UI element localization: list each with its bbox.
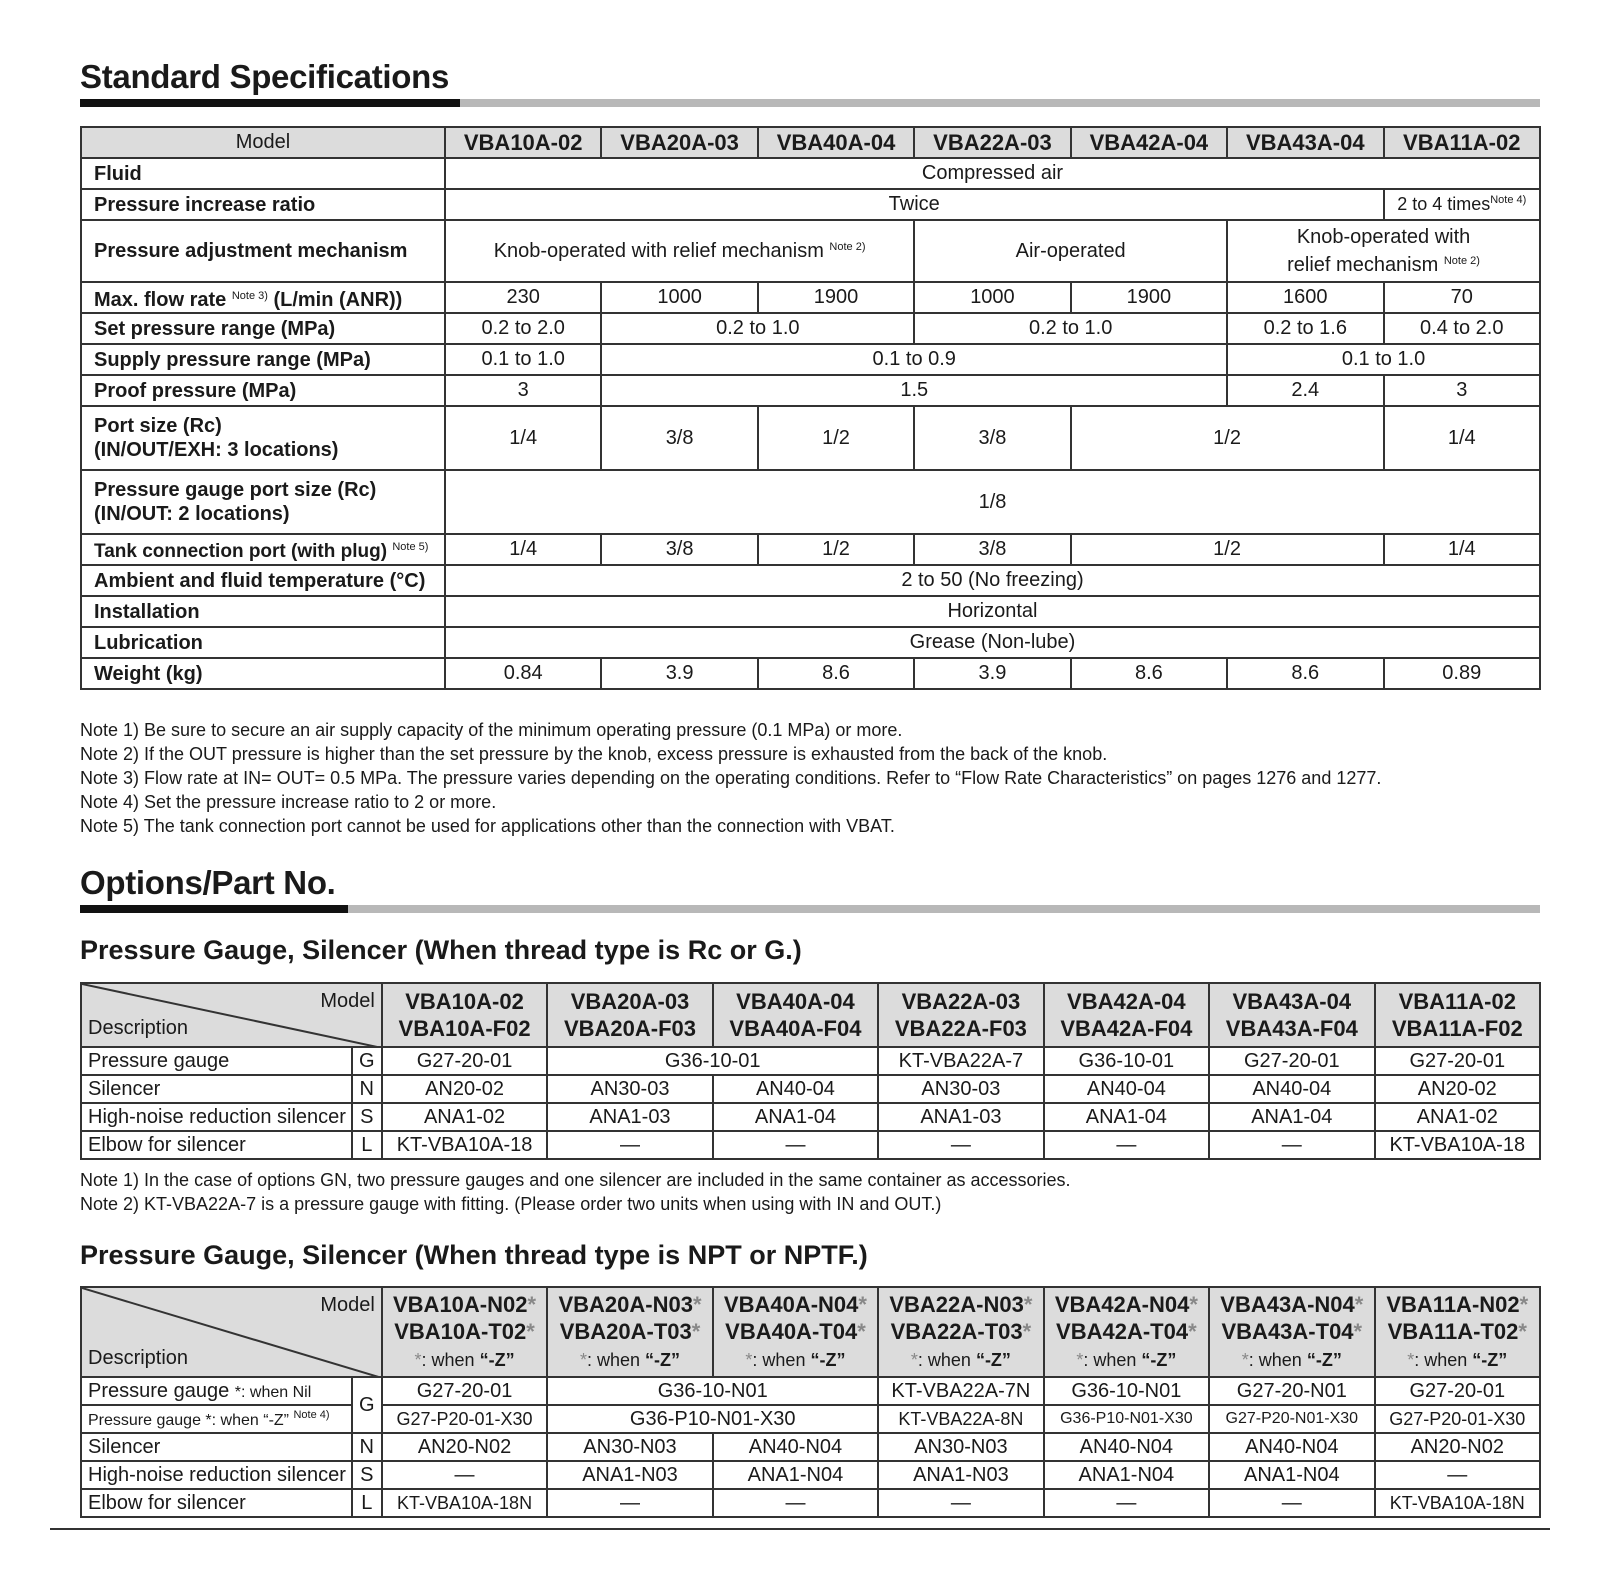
table-cell: AN40-N04 <box>1044 1433 1209 1461</box>
table-cell: 0.1 to 1.0 <box>1227 344 1540 375</box>
row-label: Max. flow rate $^{Note 3)}$ (L/min (ANR)) <box>81 282 445 313</box>
table-cell: 2.4 <box>1227 375 1383 406</box>
table-cell: KT-VBA22A-7N <box>878 1377 1043 1405</box>
table-cell: G27-20-01 <box>382 1377 547 1405</box>
description-label: Description <box>88 1347 189 1369</box>
table-header-row <box>81 1287 1540 1377</box>
row-label: Proof pressure (MPa) <box>81 375 445 406</box>
option-code: N <box>352 1075 382 1103</box>
row-label: High-noise reduction silencer <box>81 1103 352 1131</box>
row-label: Port size (Rc) (IN/OUT/EXH: 3 locations) <box>81 406 445 470</box>
options-rc-table <box>80 982 1541 1160</box>
model-header: VBA20A-03 VBA20A-F03 <box>547 983 712 1047</box>
table-cell: AN20-02 <box>1375 1075 1540 1103</box>
table-cell: 1000 <box>914 282 1070 313</box>
table-cell: 0.2 to 2.0 <box>445 313 601 344</box>
table-row <box>81 1131 1540 1159</box>
table-row <box>81 282 1540 313</box>
table-cell: ANA1-N04 <box>1209 1461 1374 1489</box>
row-label: Pressure gauge *: when “-Z” $^{Note 4)}$ <box>81 1405 352 1433</box>
table-cell: AN20-N02 <box>1375 1433 1540 1461</box>
row-label: Elbow for silencer <box>81 1131 352 1159</box>
header-cell: VBA10A-02 <box>445 127 601 158</box>
table-cell: 1900 <box>1071 282 1227 313</box>
note-line: Note 1) In the case of options GN, two pressure gauges and one silencer are included in the same container as accessories. <box>80 1170 1071 1190</box>
header-cell: VBA11A-02 <box>1384 127 1541 158</box>
row-label: Ambient and fluid temperature (°C) <box>81 565 445 596</box>
table-cell: 0.1 to 0.9 <box>601 344 1227 375</box>
table-cell: Knob-operated with relief mechanism $^{Note 2)}$ <box>445 220 914 282</box>
table-cell: — <box>1044 1489 1209 1517</box>
page-bottom-rule <box>50 1528 1550 1530</box>
table-cell: — <box>1209 1131 1374 1159</box>
table-cell: 0.84 <box>445 658 601 689</box>
table-cell: 0.2 to 1.0 <box>914 313 1227 344</box>
model-header: VBA42A-04 VBA42A-F04 <box>1044 983 1209 1047</box>
table-row <box>81 1489 1540 1517</box>
table-cell: AN40-N04 <box>713 1433 878 1461</box>
model-label: Model <box>320 990 375 1012</box>
table-cell: 1900 <box>758 282 914 313</box>
row-label: Installation <box>81 596 445 627</box>
table-cell: 0.1 to 1.0 <box>445 344 601 375</box>
table-cell: G27-P20-N01-X30 <box>1209 1405 1374 1433</box>
table-cell: — <box>713 1489 878 1517</box>
table-row <box>81 596 1540 627</box>
table-cell: 8.6 <box>1071 658 1227 689</box>
model-header: VBA10A-02 VBA10A-F02 <box>382 983 547 1047</box>
row-label: Pressure adjustment mechanism <box>81 220 445 282</box>
table-cell: 1/4 <box>1384 534 1541 565</box>
table-row <box>81 344 1540 375</box>
row-label: Fluid <box>81 158 445 189</box>
table-row <box>81 658 1540 689</box>
table-row <box>81 1103 1540 1131</box>
table-cell: Twice <box>445 189 1384 220</box>
table-row <box>81 220 1540 282</box>
model-header: VBA22A-03 VBA22A-F03 <box>878 983 1043 1047</box>
table-row <box>81 406 1540 470</box>
table-cell: 0.2 to 1.0 <box>601 313 914 344</box>
table-cell: 1/4 <box>445 406 601 470</box>
table-cell: G36-10-01 <box>547 1047 878 1075</box>
table-cell: 1/4 <box>445 534 601 565</box>
option-code: G <box>352 1377 382 1433</box>
table-cell: ANA1-04 <box>1209 1103 1374 1131</box>
option-code: S <box>352 1103 382 1131</box>
table-cell: — <box>382 1461 547 1489</box>
table-header-row <box>81 127 1540 158</box>
model-header: VBA42A-N04* VBA42A-T04* *: when “-Z” <box>1044 1287 1209 1377</box>
table-cell: G36-P10-N01-X30 <box>547 1405 878 1433</box>
table-row <box>81 470 1540 534</box>
header-cell: Model <box>81 127 445 158</box>
table-cell: AN40-04 <box>1044 1075 1209 1103</box>
row-label: Silencer <box>81 1075 352 1103</box>
table-cell: ANA1-02 <box>382 1103 547 1131</box>
table-cell: 70 <box>1384 282 1541 313</box>
note-line: Note 5) The tank connection port cannot be used for applications other than the connection with VBAT. <box>80 816 895 836</box>
model-header: VBA43A-04 VBA43A-F04 <box>1209 983 1374 1047</box>
table-cell: AN40-04 <box>1209 1075 1374 1103</box>
header-cell: VBA42A-04 <box>1071 127 1227 158</box>
table-cell: ANA1-04 <box>713 1103 878 1131</box>
table-cell: G27-P20-01-X30 <box>382 1405 547 1433</box>
table-cell: 3/8 <box>601 406 757 470</box>
table-cell: AN30-03 <box>547 1075 712 1103</box>
table-cell: ANA1-02 <box>1375 1103 1540 1131</box>
option-code: L <box>352 1489 382 1517</box>
table-cell: 0.2 to 1.6 <box>1227 313 1383 344</box>
table-cell: ANA1-N03 <box>878 1461 1043 1489</box>
table-cell: 1000 <box>601 282 757 313</box>
row-label: Silencer <box>81 1433 352 1461</box>
table-cell: Compressed air <box>445 158 1540 189</box>
note-line: Note 2) If the OUT pressure is higher than the set pressure by the knob, excess pressure is exhausted from the back of the knob. <box>80 744 1108 764</box>
table-cell: 1/4 <box>1384 406 1541 470</box>
table-cell: KT-VBA22A-8N <box>878 1405 1043 1433</box>
table-cell: 3/8 <box>914 406 1070 470</box>
table-cell: ANA1-N04 <box>713 1461 878 1489</box>
table-cell: 2 to 4 times$^{Note 4)}$ <box>1384 189 1541 220</box>
table-cell: G27-20-01 <box>1209 1047 1374 1075</box>
table-row <box>81 565 1540 596</box>
section-title-underline <box>80 99 1540 107</box>
table-cell: Knob-operated with relief mechanism $^{Note 2)}$ <box>1227 220 1540 282</box>
model-description-corner <box>81 983 382 1047</box>
options-npt-table <box>80 1286 1541 1518</box>
option-code: N <box>352 1433 382 1461</box>
header-cell: VBA22A-03 <box>914 127 1070 158</box>
table-cell: 3 <box>1384 375 1541 406</box>
table-cell: KT-VBA10A-18N <box>382 1489 547 1517</box>
model-label: Model <box>320 1294 375 1316</box>
table-cell: G36-10-N01 <box>547 1377 878 1405</box>
table-cell: Horizontal <box>445 596 1540 627</box>
table-cell: AN30-N03 <box>878 1433 1043 1461</box>
table-cell: 1600 <box>1227 282 1383 313</box>
table-cell: 1/2 <box>1071 534 1384 565</box>
table-cell: KT-VBA22A-7 <box>878 1047 1043 1075</box>
table-cell: KT-VBA10A-18N <box>1375 1489 1540 1517</box>
table-cell: 1/2 <box>1071 406 1384 470</box>
table-cell: ANA1-N04 <box>1044 1461 1209 1489</box>
row-label: Set pressure range (MPa) <box>81 313 445 344</box>
table-cell: 8.6 <box>1227 658 1383 689</box>
table-cell: — <box>1044 1131 1209 1159</box>
row-label: Pressure gauge port size (Rc) (IN/OUT: 2 locations) <box>81 470 445 534</box>
table-cell: — <box>878 1131 1043 1159</box>
table-cell: 230 <box>445 282 601 313</box>
table-cell: 2 to 50 (No freezing) <box>445 565 1540 596</box>
row-label: Lubrication <box>81 627 445 658</box>
header-cell: VBA43A-04 <box>1227 127 1383 158</box>
section-title-options: Options/Part No. <box>80 864 336 901</box>
rc-notes <box>80 1168 1071 1216</box>
table-cell: G27-20-01 <box>1375 1377 1540 1405</box>
table-cell: AN20-N02 <box>382 1433 547 1461</box>
table-row <box>81 1075 1540 1103</box>
table-cell: 0.89 <box>1384 658 1541 689</box>
option-code: G <box>352 1047 382 1075</box>
note-line: Note 3) Flow rate at IN= OUT= 0.5 MPa. The pressure varies depending on the operating conditions. Refer to “Flow Rate Characteristics” on pages 1276 and 1277. <box>80 768 1382 788</box>
row-label: Tank connection port (with plug) $^{Note 5)}$ <box>81 534 445 565</box>
table-cell: Air-operated <box>914 220 1227 282</box>
header-cell: VBA20A-03 <box>601 127 757 158</box>
table-row <box>81 1405 1540 1433</box>
table-cell: — <box>547 1131 712 1159</box>
table-cell: ANA1-03 <box>878 1103 1043 1131</box>
table-row <box>81 1047 1540 1075</box>
note-line: Note 2) KT-VBA22A-7 is a pressure gauge with fitting. (Please order two units when using with IN and OUT.) <box>80 1194 942 1214</box>
table-row <box>81 627 1540 658</box>
table-row <box>81 534 1540 565</box>
table-cell: — <box>1209 1489 1374 1517</box>
row-label: High-noise reduction silencer <box>81 1461 352 1489</box>
table-cell: G36-10-01 <box>1044 1047 1209 1075</box>
table-cell: AN40-04 <box>713 1075 878 1103</box>
option-code: L <box>352 1131 382 1159</box>
table-cell: — <box>1375 1461 1540 1489</box>
note-line: Note 4) Set the pressure increase ratio to 2 or more. <box>80 792 497 812</box>
header-cell: VBA40A-04 <box>758 127 914 158</box>
table-cell: — <box>713 1131 878 1159</box>
table-cell: ANA1-04 <box>1044 1103 1209 1131</box>
row-label: Weight (kg) <box>81 658 445 689</box>
subsection-title-npt: Pressure Gauge, Silencer (When thread type is NPT or NPTF.) <box>80 1240 868 1270</box>
model-header: VBA10A-N02* VBA10A-T02* *: when “-Z” <box>382 1287 547 1377</box>
spec-notes <box>80 718 1381 838</box>
table-cell: KT-VBA10A-18 <box>382 1131 547 1159</box>
table-row <box>81 1377 1540 1405</box>
table-cell: — <box>547 1489 712 1517</box>
note-line: Note 1) Be sure to secure an air supply capacity of the minimum operating pressure (0.1 MPa) or more. <box>80 720 903 740</box>
table-cell: 1/2 <box>758 534 914 565</box>
section-title-underline <box>80 905 1540 913</box>
table-row <box>81 1433 1540 1461</box>
row-label: Pressure increase ratio <box>81 189 445 220</box>
table-row <box>81 158 1540 189</box>
table-cell: Grease (Non-lube) <box>445 627 1540 658</box>
table-row <box>81 189 1540 220</box>
table-row <box>81 1461 1540 1489</box>
table-cell: AN20-02 <box>382 1075 547 1103</box>
subsection-title-rc: Pressure Gauge, Silencer (When thread type is Rc or G.) <box>80 935 802 965</box>
table-cell: AN40-N04 <box>1209 1433 1374 1461</box>
table-cell: 8.6 <box>758 658 914 689</box>
table-cell: G27-20-01 <box>382 1047 547 1075</box>
table-cell: 3.9 <box>601 658 757 689</box>
table-cell: 1/2 <box>758 406 914 470</box>
table-cell: 0.4 to 2.0 <box>1384 313 1541 344</box>
model-header: VBA11A-N02* VBA11A-T02* *: when “-Z” <box>1375 1287 1540 1377</box>
table-cell: G36-P10-N01-X30 <box>1044 1405 1209 1433</box>
table-cell: KT-VBA10A-18 <box>1375 1131 1540 1159</box>
table-cell: 3/8 <box>914 534 1070 565</box>
standard-specifications-table <box>80 126 1541 690</box>
table-cell: AN30-03 <box>878 1075 1043 1103</box>
table-cell: G27-P20-01-X30 <box>1375 1405 1540 1433</box>
model-header: VBA11A-02 VBA11A-F02 <box>1375 983 1540 1047</box>
table-cell: 1/8 <box>445 470 1540 534</box>
model-header: VBA43A-N04* VBA43A-T04* *: when “-Z” <box>1209 1287 1374 1377</box>
table-cell: AN30-N03 <box>547 1433 712 1461</box>
table-cell: 3/8 <box>601 534 757 565</box>
table-cell: 3.9 <box>914 658 1070 689</box>
model-header: VBA40A-N04* VBA40A-T04* *: when “-Z” <box>713 1287 878 1377</box>
table-row <box>81 375 1540 406</box>
table-cell: 3 <box>445 375 601 406</box>
model-header: VBA22A-N03* VBA22A-T03* *: when “-Z” <box>878 1287 1043 1377</box>
description-label: Description <box>88 1017 189 1039</box>
model-header: VBA40A-04 VBA40A-F04 <box>713 983 878 1047</box>
table-cell: ANA1-03 <box>547 1103 712 1131</box>
row-label: Pressure gauge *: when Nil <box>81 1377 352 1405</box>
model-description-corner <box>81 1287 382 1377</box>
row-label: Pressure gauge <box>81 1047 352 1075</box>
option-code: S <box>352 1461 382 1489</box>
table-header-row <box>81 983 1540 1047</box>
section-title-standard-specifications: Standard Specifications <box>80 58 450 95</box>
table-cell: G27-20-N01 <box>1209 1377 1374 1405</box>
table-cell: — <box>878 1489 1043 1517</box>
model-header: VBA20A-N03* VBA20A-T03* *: when “-Z” <box>547 1287 712 1377</box>
table-cell: G27-20-01 <box>1375 1047 1540 1075</box>
table-cell: ANA1-N03 <box>547 1461 712 1489</box>
table-cell: 1.5 <box>601 375 1227 406</box>
table-cell: G36-10-N01 <box>1044 1377 1209 1405</box>
table-row <box>81 313 1540 344</box>
row-label: Elbow for silencer <box>81 1489 352 1517</box>
row-label: Supply pressure range (MPa) <box>81 344 445 375</box>
